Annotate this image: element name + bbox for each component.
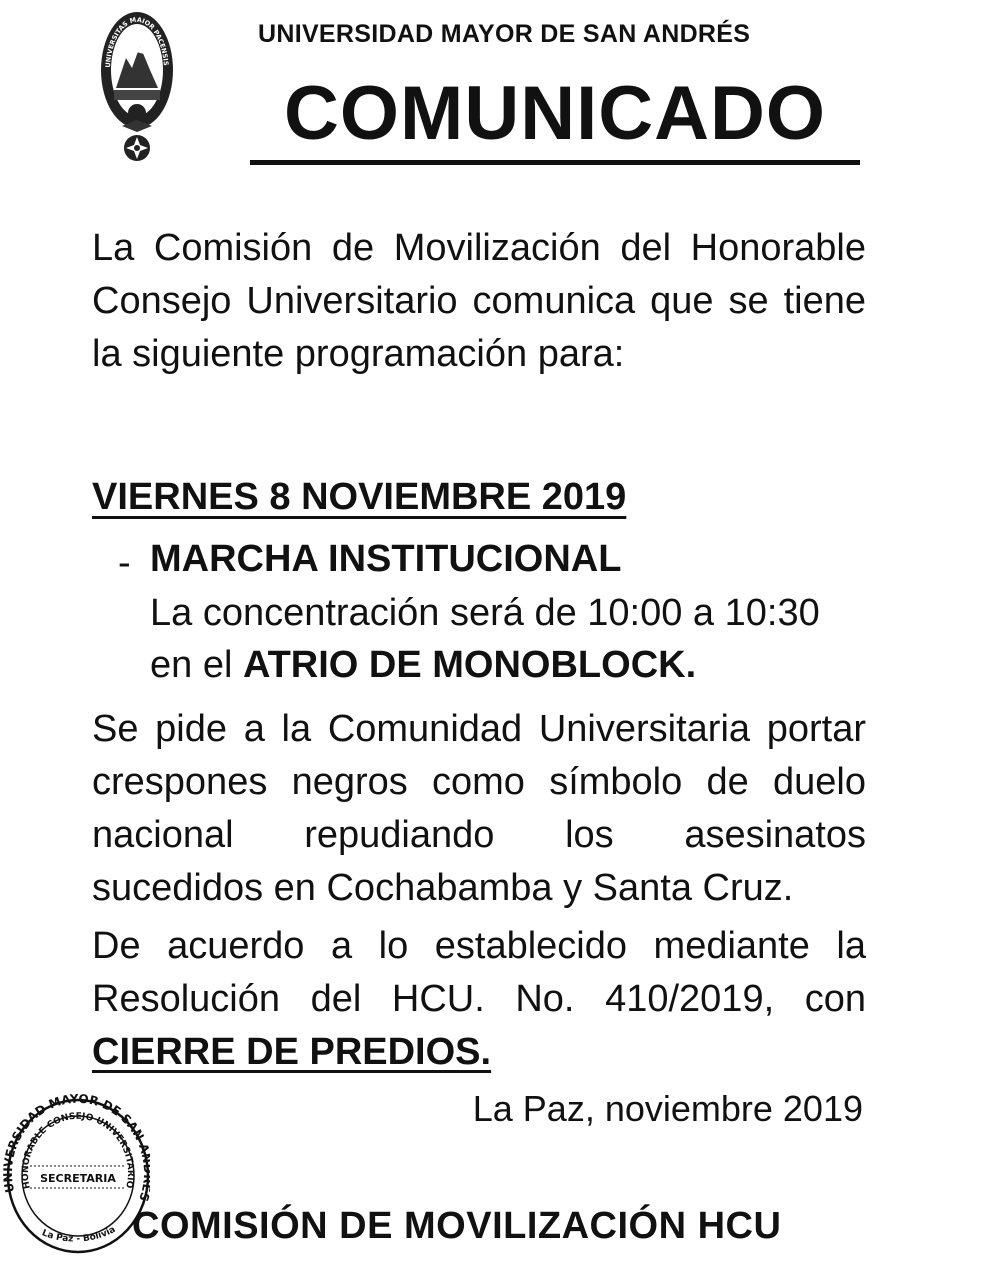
document-title: COMUNICADO [250,70,860,165]
event-location-prefix: en el [150,644,243,686]
resolution-text: De acuerdo a lo establecido mediante la Resolución del HCU. No. 410/2019, con [92,925,866,1020]
university-name: UNIVERSIDAD MAYOR DE SAN ANDRÉS [258,20,751,48]
university-seal-logo [98,8,176,163]
stamp-outer-text: UNIVERSIDAD MAYOR DE SAN [0,1091,147,1194]
event-time-line: La concentración será de 10:00 a 10:30 [150,592,820,634]
request-paragraph: Se pide a la Comunidad Universitaria portar crespones negros como símbolo de duelo nacional repudiando los asesinatos sucedidos en Cochabamba y Santa Cruz. [92,708,866,909]
intro-paragraph: La Comisión de Movilización del Honorable Consejo Universitario comunica que se tiene la siguiente programación para: [92,227,866,375]
stamp-inner-text: HONORABLE CONSEJO UNIVERSITARIO [20,1111,136,1190]
event-location-place: ATRIO DE MONOBLOCK. [242,644,697,686]
secretaria-stamp [0,1090,150,1260]
svg-text:UNIVERSITAS MAIOR PACENSIS DIV: UNIVERSITAS MAIOR PACENSIS [103,15,170,68]
event-location-line [150,644,696,687]
schedule-date-heading: VIERNES 8 NOVIEMBRE 2019 [92,476,627,518]
signature-line: COMISIÓN DE MOVILIZACIÓN HCU [132,1205,782,1247]
resolution-paragraph [92,920,866,1079]
event-title: MARCHA INSTITUCIONAL [150,538,622,580]
closure-notice: CIERRE DE PREDIOS. [92,1031,492,1073]
stamp-bottom-text: La Paz - Bolivia [40,1224,118,1245]
place-date: La Paz, noviembre 2019 [472,1088,863,1129]
stamp-center-text: SECRETARIA [40,1172,116,1185]
bullet-dash: - [118,542,131,584]
